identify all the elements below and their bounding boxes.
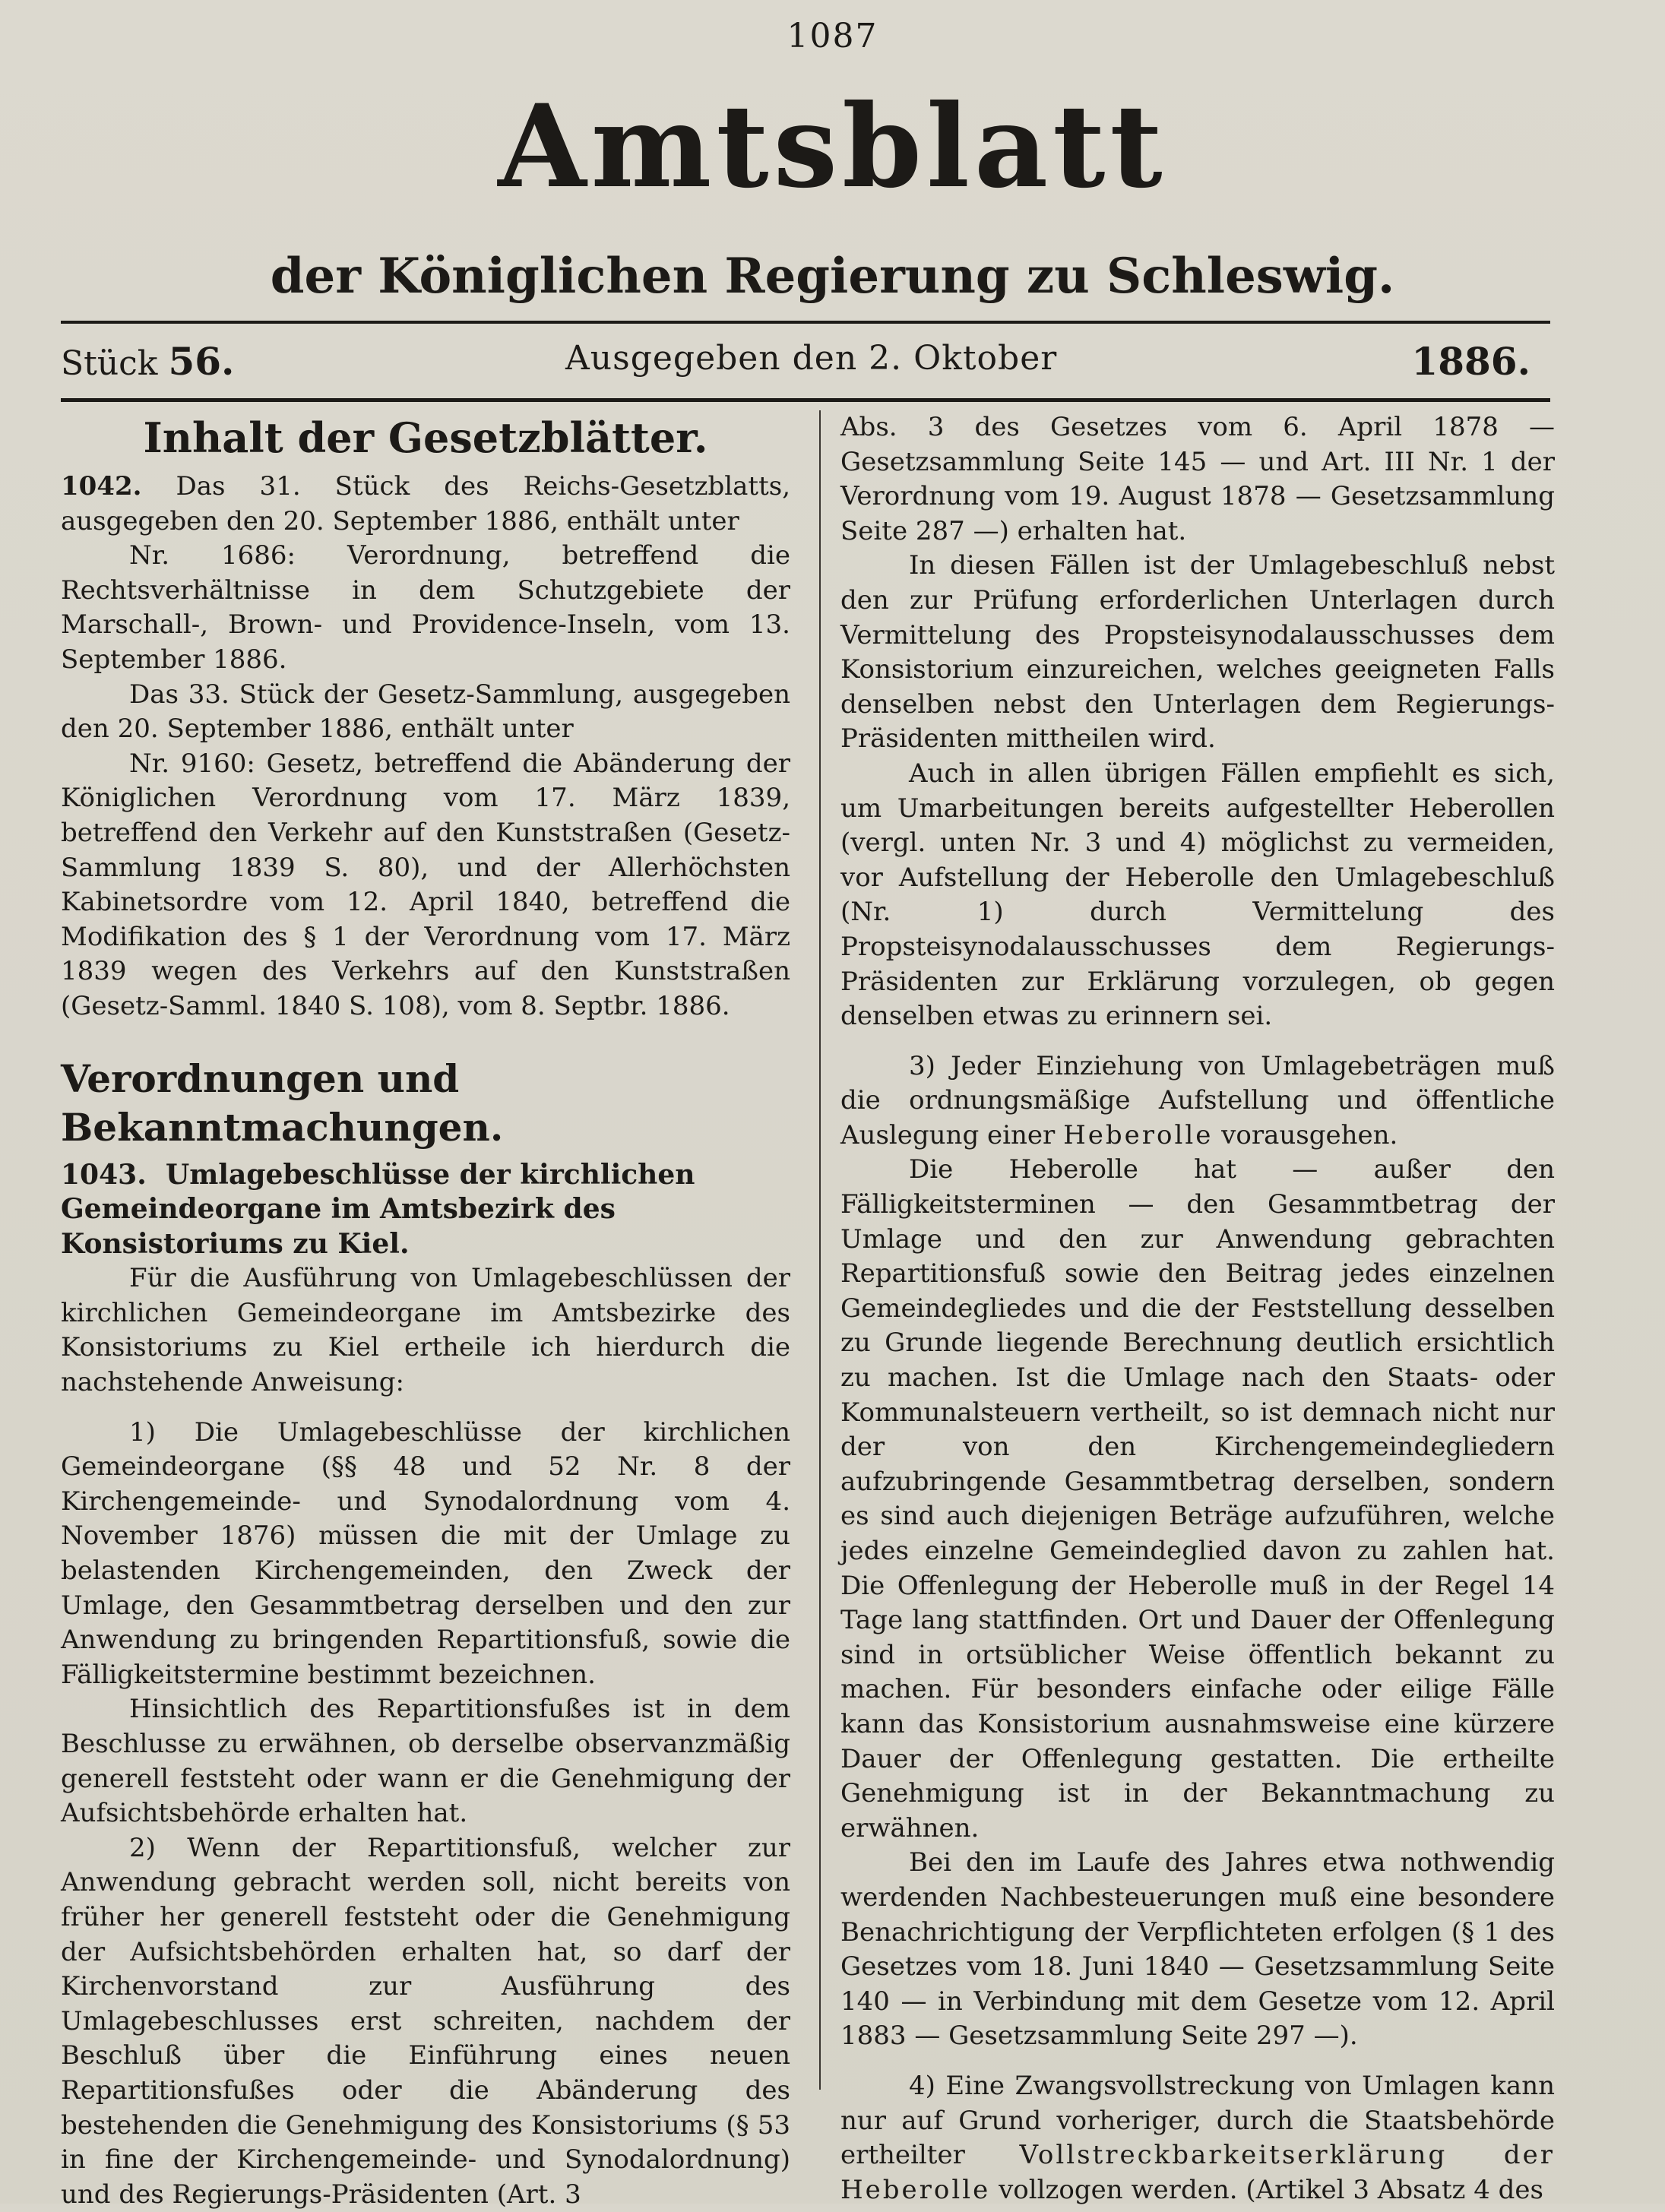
paragraph-1042-nr1686: Nr. 1686: Verordnung, betreffend die Rechtsverhältnisse in dem Schutzgebiete der Marschall-, Brown- und Providence-Inseln, vom 13. September 1886. — [61, 540, 790, 675]
issue-year: 1886. — [1411, 339, 1530, 384]
header-rule-bottom — [61, 398, 1550, 402]
paragraph-4-text: 4) Eine Zwangsvollstreckung von Umlagen kann nur auf Grund vorheriger, durch die Staatsbehörde ertheilter — [840, 2070, 1555, 2171]
paragraph-2b: In diesen Fällen ist der Umlagebeschluß nebst den zur Prüfung erforderlichen Unterlagen durch Vermittelung des Propsteisynodalausschusses dem Konsistorium einzureichen, welches geeigneten Falls denselben nebst den Unterlagen dem Regierungs-Präsidenten mittheilen wird. — [840, 550, 1555, 755]
paragraph-1042-nr9160: Nr. 9160: Gesetz, betreffend die Abänderung der Königlichen Verordnung vom 17. März 1839, betreffend den Verkehr auf den Kunststraßen (Gesetz-Sammlung 1839 S. 80), und der Allerhöchsten Kabinetsordre vom 12. April 1840, betreffend die Modifikation des § 1 der Verordnung vom 17. März 1839 wegen des Verkehrs auf den Kunststraßen (Gesetz-Samml. 1840 S. 108), vom 8. Septbr. 1886. — [61, 748, 790, 1021]
page-number: 1087 — [787, 17, 878, 55]
header-rule-top — [61, 321, 1550, 324]
masthead-subtitle: der Königlichen Regierung zu Schleswig. — [270, 248, 1395, 305]
paragraph-1043-point1b: Hinsichtlich des Repartitionsfußes ist in dem Beschlusse zu erwähnen, ob derselbe observanzmäßig generell feststeht oder wann er die Genehmigung der Aufsichtsbehörde erhalten hat. — [61, 1694, 790, 1829]
item-number-1043: 1043. — [61, 1158, 147, 1191]
issue-date: Ausgegeben den 2. Oktober — [565, 339, 1058, 378]
paragraph-1043-intro: Für die Ausführung von Umlagebeschlüssen der kirchlichen Gemeindeorgane im Amtsbezirke des Konsistoriums zu Kiel ertheile ich hierdurch die nachstehende Anweisung: — [61, 1263, 790, 1398]
heading-contents: Inhalt der Gesetzblätter. — [143, 413, 708, 462]
paragraph-3a — [840, 1049, 1555, 1153]
issue-label: Stück — [61, 344, 158, 383]
paragraph-3a-suffix: vorausgehen. — [1221, 1119, 1398, 1150]
spacer — [840, 1034, 1555, 1049]
spacer — [840, 2054, 1555, 2069]
emphasis-heberolle: Heberolle — [1063, 1119, 1214, 1150]
issue-number — [61, 339, 234, 384]
issue-line — [61, 339, 1550, 384]
masthead-title: Amtsblatt — [498, 80, 1167, 214]
paragraph-3b: Die Heberolle hat — außer den Fälligkeitsterminen — den Gesammtbetrag der Umlage und den zur Anwendung gebrachten Repartitionsfuß sowie den Beitrag jedes einzelnen Gemeindegliedes und die der Feststellung desselben zu Grunde liegende Berechnung deutlich ersichtlich zu machen. Ist die Umlage nach den Staats- oder Kommunalsteuern vertheilt, so ist demnach nicht nur der von den Kirchengemeindegliedern aufzubringende Gesammtbetrag derselben, sondern es sind auch diejenigen Beträge aufzuführen, welche jedes einzelne Gemeindeglied davon zu zahlen hat. Die Offenlegung der Heberolle muß in der Regel 14 Tage lang stattfinden. Ort und Dauer der Offenlegung sind in ortsüblicher Weise öffentlich bekannt zu machen. Für besonders einfache oder eilige Fälle kann das Konsistorium ausnahmsweise eine kürzere Dauer der Offenlegung gestatten. Die ertheilte Genehmigung ist in der Bekanntmachung zu erwähnen. — [840, 1154, 1555, 1843]
section-1043-heading — [61, 1158, 790, 1262]
issue-number-value: 56. — [168, 339, 235, 384]
paragraph-3c: Bei den im Laufe des Jahres etwa nothwendig werdenden Nachbesteuerungen muß eine besondere Benachrichtigung der Verpflichteten erfolgen (§ 1 des Gesetzes vom 18. Juni 1840 — Gesetzsammlung Seite 140 — in Verbindung mit dem Gesetze vom 12. April 1883 — Gesetzsammlung Seite 297 —). — [840, 1847, 1555, 2052]
paragraph-4 — [840, 2069, 1555, 2207]
left-column — [61, 410, 790, 2212]
item-1042-text-1: Das 31. Stück des Reichs-Gesetzblatts, ausgegeben den 20. September 1886, enthält unter — [61, 471, 791, 536]
paragraph-continuation: Abs. 3 des Gesetzes vom 6. April 1878 — Gesetzsammlung Seite 145 — und Art. III Nr. 1 der Verordnung vom 19. August 1878 — Gesetzsammlung Seite 287 —) erhalten hat. — [840, 412, 1555, 546]
heading-ordinances: Verordnungen und Bekanntmachungen. — [61, 1055, 504, 1150]
paragraph-3a-text: 3) Jeder Einziehung von Umlagebeträgen muß die ordnungsmäßige Aufstellung und öffentliche Auslegung einer — [840, 1050, 1555, 1150]
column-divider — [819, 410, 821, 2090]
item-number-1042: 1042. — [61, 471, 142, 502]
paragraph-4-suffix: vollzogen werden. (Artikel 3 Absatz 4 des — [999, 2174, 1543, 2205]
emphasis-vollstreckbarkeit: Vollstreckbarkeitserklärung der Heberolle — [840, 2140, 1555, 2205]
paragraph-1042-intro — [61, 470, 790, 539]
paragraph-2c: Auch in allen übrigen Fällen empfiehlt es sich, um Umarbeitungen bereits aufgestellter Heberollen (vergl. unten Nr. 3 und 4) möglichst zu vermeiden, vor Aufstellung der Heberolle den Umlagebeschluß (Nr. 1) durch Vermittelung des Propsteisynodalausschusses dem Regierungs-Präsidenten zur Erklärung vorzulegen, ob gegen denselben etwas zu erinnern sei. — [840, 758, 1555, 1032]
item-1043-title: Umlagebeschlüsse der kirchlichen Gemeindeorgane im Amtsbezirk des Konsistoriums zu Kiel. — [61, 1158, 695, 1260]
paragraph-1043-point1: 1) Die Umlagebeschlüsse der kirchlichen Gemeindeorgane (§§ 48 und 52 Nr. 8 der Kirchengemeinde- und Synodalordnung vom 4. November 1876) müssen die mit der Umlage zu belastenden Kirchengemeinden, den Zweck der Umlage, den Gesammtbetrag derselben und den zur Anwendung zu bringenden Repartitionsfuß, sowie die Fälligkeitstermine bestimmt bezeichnen. — [61, 1416, 790, 1690]
spacer — [61, 1400, 790, 1416]
right-column — [840, 410, 1555, 2207]
paragraph-1042-gesetzsammlung: Das 33. Stück der Gesetz-Sammlung, ausgegeben den 20. September 1886, enthält unter — [61, 679, 790, 745]
paragraph-1043-point2: 2) Wenn der Repartitionsfuß, welcher zur Anwendung gebracht werden soll, nicht bereits von früher her generell feststeht oder die Genehmigung der Aufsichtsbehörden erhalten hat, so darf der Kirchenvorstand zur Ausführung des Umlagebeschlusses erst schreiten, nachdem der Beschluß über die Einführung eines neuen Repartitionsfußes oder die Abänderung des bestehenden die Genehmigung des Konsistoriums (§ 53 in fine der Kirchengemeinde- und Synodalordnung) und des Regierungs-Präsidenten (Art. 3 — [61, 1832, 790, 2210]
